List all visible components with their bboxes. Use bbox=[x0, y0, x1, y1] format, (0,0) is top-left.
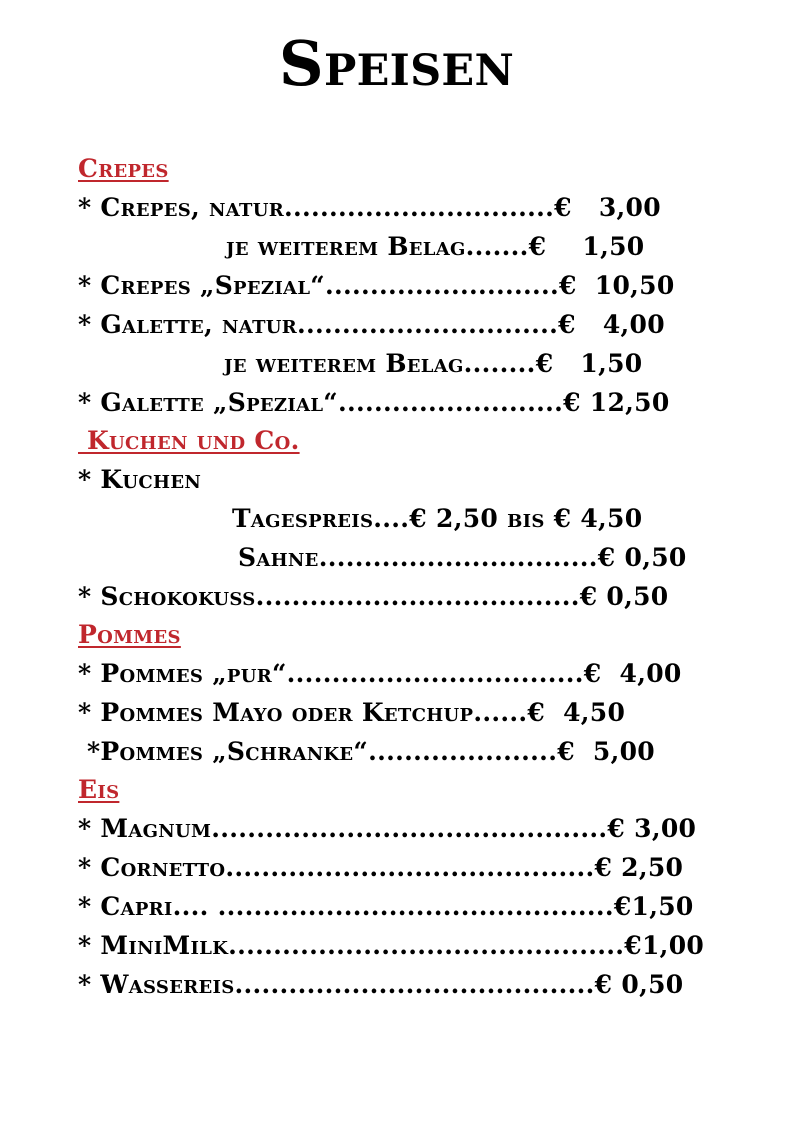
menu-item-pommes-schranke: *Pommes „Schranke“.....................€ 5,00 bbox=[78, 737, 655, 766]
page-title: Speisen bbox=[278, 27, 515, 100]
menu-item-crepes-extra-topping: je weiterem Belag.......€ 1,50 bbox=[226, 232, 645, 261]
menu-item-sahne: Sahne...............................€ 0,50 bbox=[238, 543, 687, 572]
section-heading-eis: Eis bbox=[78, 775, 120, 804]
menu-item-galette-extra-topping: je weiterem Belag........€ 1,50 bbox=[224, 349, 643, 378]
menu-item-galette-natur: * Galette, natur.............................€ 4,00 bbox=[78, 310, 665, 339]
section-heading-kuchen: Kuchen und Co. bbox=[78, 426, 300, 455]
menu-item-schokokuss: * Schokokuss....................................€ 0,50 bbox=[78, 582, 669, 611]
menu-item-crepes-natur: * Crepes, natur..............................€ 3,00 bbox=[78, 193, 661, 222]
menu-item-crepes-spezial: * Crepes „Spezial“..........................€ 10,50 bbox=[78, 271, 675, 300]
section-heading-crepes: Crepes bbox=[78, 154, 169, 183]
menu-item-tagespreis: Tagespreis....€ 2,50 bis € 4,50 bbox=[232, 504, 643, 533]
menu-item-pommes-pur: * Pommes „pur“.................................€ 4,00 bbox=[78, 659, 682, 688]
menu-item-cornetto: * Cornetto.........................................€ 2,50 bbox=[78, 853, 684, 882]
menu-item-pommes-mayo-ketchup: * Pommes Mayo oder Ketchup......€ 4,50 bbox=[78, 698, 626, 727]
menu-item-magnum: * Magnum............................................€ 3,00 bbox=[78, 814, 697, 843]
menu-item-capri: * Capri.... ............................................€1,50 bbox=[78, 892, 694, 921]
menu-item-minimilk: * MiniMilk............................................€1,00 bbox=[78, 931, 705, 960]
menu-item-galette-spezial: * Galette „Spezial“.........................€ 12,50 bbox=[78, 388, 670, 417]
menu-item-wassereis: * Wassereis........................................€ 0,50 bbox=[78, 970, 684, 999]
section-heading-pommes: Pommes bbox=[78, 620, 181, 649]
menu-item-kuchen: * Kuchen bbox=[78, 465, 202, 494]
